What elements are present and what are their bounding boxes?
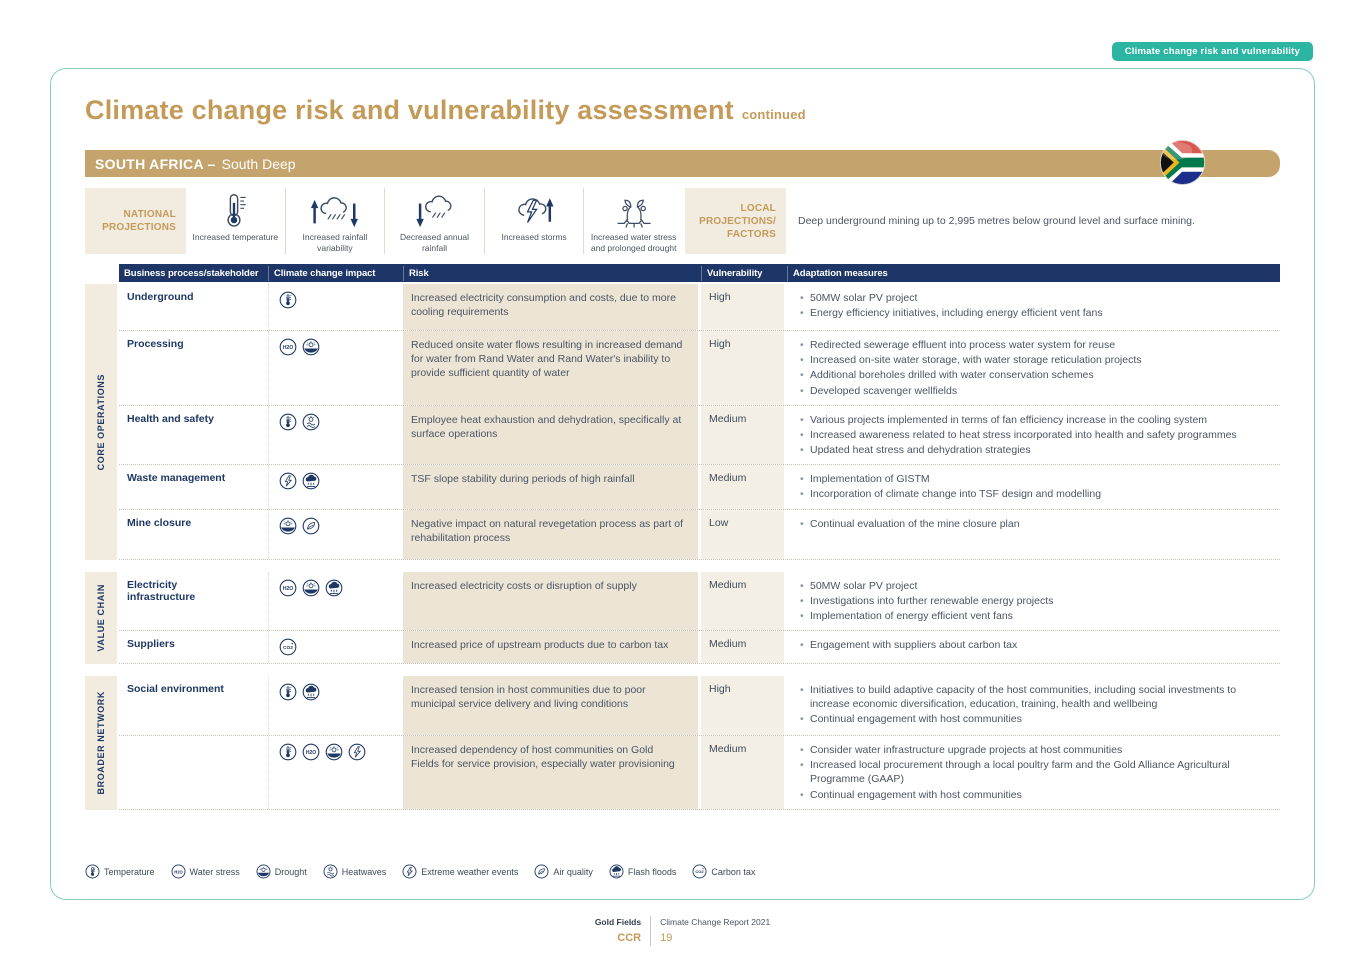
measure-item: • Increased on-site water storage, with water storage reticulation projects bbox=[799, 353, 1269, 367]
business-process: Processing bbox=[127, 338, 184, 350]
drought-icon bbox=[302, 579, 320, 597]
svg-text:H2O: H2O bbox=[282, 345, 294, 352]
group-label-core-operations: CORE OPERATIONS bbox=[85, 284, 117, 560]
measure-item: • Increased local procurement through a local poultry farm and the Gold Alliance Agricultural Programme (GAAP) bbox=[799, 758, 1269, 786]
risk-cell: Increased electricity consumption and costs, due to more cooling requirements bbox=[403, 284, 701, 330]
table-row bbox=[119, 465, 1280, 509]
measure-item: • Updated heat stress and dehydration strategies bbox=[799, 443, 1269, 457]
measure-list bbox=[799, 638, 1276, 652]
measure-item: • Increased awareness related to heat stress incorporated into health and safety programmes bbox=[799, 428, 1269, 442]
page-frame bbox=[50, 68, 1315, 900]
table-row bbox=[119, 406, 1280, 466]
heatwaves-icon bbox=[302, 413, 320, 431]
legend-item: H2O Water stress bbox=[171, 864, 240, 879]
table-header bbox=[119, 264, 1280, 282]
legend-item: Extreme weather events bbox=[402, 864, 518, 879]
footer-doc-code: CCR bbox=[617, 931, 642, 944]
page-footer bbox=[0, 916, 1365, 946]
table-row bbox=[119, 676, 1280, 736]
vulnerability-cell: Medium bbox=[701, 406, 787, 465]
projection-label: Increased water stress and prolonged drought bbox=[590, 232, 677, 253]
header-climate-impact: Climate change impact bbox=[268, 266, 403, 281]
footer-report-title: Climate Change Report 2021 bbox=[660, 917, 771, 927]
measure-list bbox=[799, 579, 1276, 624]
drought-icon bbox=[279, 517, 297, 535]
measure-list bbox=[799, 291, 1276, 320]
impact-icons bbox=[268, 510, 403, 559]
region-banner bbox=[85, 150, 1280, 177]
measure-list bbox=[799, 683, 1276, 727]
temperature-icon bbox=[279, 413, 297, 431]
extreme-weather-icon bbox=[348, 743, 366, 761]
projection-item bbox=[186, 188, 286, 254]
vulnerability-cell: High bbox=[701, 284, 787, 330]
svg-text:CO2: CO2 bbox=[695, 869, 705, 875]
risk-cell: Increased tension in host communities due to poor municipal service delivery and living conditions bbox=[403, 676, 701, 735]
legend-item: Heatwaves bbox=[323, 864, 387, 879]
flash-floods-icon bbox=[609, 864, 624, 879]
projection-label: Increased rainfall variability bbox=[302, 232, 368, 253]
business-process: Suppliers bbox=[127, 638, 175, 651]
table-row bbox=[119, 284, 1280, 331]
drought-icon bbox=[325, 743, 343, 761]
risk-cell: Negative impact on natural revegetation process as part of rehabilitation process bbox=[403, 510, 701, 559]
measure-item: • 50MW solar PV project bbox=[799, 291, 1269, 305]
carbon-tax-icon bbox=[692, 864, 707, 879]
water-stress-drought-icon bbox=[611, 190, 657, 230]
vulnerability-cell: High bbox=[701, 676, 787, 735]
svg-text:H2O: H2O bbox=[173, 869, 183, 875]
vulnerability-cell: Medium bbox=[701, 465, 787, 508]
projection-label: Increased temperature bbox=[192, 232, 279, 242]
projection-label: Decreased annual rainfall bbox=[399, 232, 469, 253]
decreased-rainfall-icon bbox=[411, 190, 457, 230]
measure-list bbox=[799, 517, 1276, 531]
business-process: Health and safety bbox=[127, 412, 214, 425]
group-label-value-chain: VALUE CHAIN bbox=[85, 572, 117, 665]
measure-item: • Engagement with suppliers about carbon tax bbox=[799, 638, 1269, 652]
risk-cell: TSF slope stability during periods of high rainfall bbox=[403, 465, 701, 508]
measure-list bbox=[799, 338, 1276, 398]
projection-item bbox=[485, 188, 585, 254]
adaptation-cell bbox=[787, 572, 1280, 631]
risk-cell: Increased dependency of host communities on Gold Fields for service provision, especially water provisioning bbox=[403, 736, 701, 809]
page-title bbox=[85, 95, 1280, 126]
site-name: South Deep bbox=[221, 155, 296, 172]
legend-item: Flash floods bbox=[609, 864, 677, 879]
impact-icons bbox=[268, 284, 403, 330]
vulnerability-cell: Low bbox=[701, 510, 787, 559]
adaptation-cell bbox=[787, 465, 1280, 508]
page-title-continued: continued bbox=[741, 107, 806, 122]
measure-item: • Various projects implemented in terms of fan efficiency increase in the cooling system bbox=[799, 413, 1269, 427]
measure-list bbox=[799, 472, 1276, 501]
impact-icons bbox=[268, 676, 403, 735]
flash-floods-icon bbox=[302, 683, 320, 701]
risk-cell: Increased price of upstream products due to carbon tax bbox=[403, 631, 701, 663]
adaptation-cell bbox=[787, 331, 1280, 405]
measure-item: • Continual engagement with host communities bbox=[799, 712, 1269, 726]
table-section-value-chain bbox=[85, 572, 1280, 665]
measure-item: • Consider water infrastructure upgrade projects at host communities bbox=[799, 743, 1269, 757]
region-name: SOUTH AFRICA – bbox=[95, 155, 216, 172]
table-section-core-operations bbox=[85, 284, 1280, 560]
header-risk: Risk bbox=[403, 266, 701, 281]
water-stress-icon bbox=[279, 338, 297, 356]
impact-icons bbox=[268, 331, 403, 405]
vulnerability-cell: Medium bbox=[701, 572, 787, 631]
flash-floods-icon bbox=[325, 579, 343, 597]
table-row bbox=[119, 736, 1280, 810]
temperature-icon bbox=[279, 743, 297, 761]
measure-item: • Initiatives to build adaptive capacity of the host communities, including social investments to increase economic diversification, education, training, health and wellbeing bbox=[799, 683, 1269, 711]
group-label-broader-network: BROADER NETWORK bbox=[85, 676, 117, 810]
legend-item: CO2 Carbon tax bbox=[692, 864, 755, 879]
national-projections-icons bbox=[186, 188, 683, 254]
local-projections-text: Deep underground mining up to 2,995 metres below ground level and surface mining. bbox=[798, 215, 1195, 227]
extreme-weather-icon bbox=[402, 864, 417, 879]
impact-icons bbox=[268, 631, 403, 663]
projections-strip bbox=[85, 188, 1280, 254]
legend-item: Temperature bbox=[85, 864, 155, 879]
thermometer-icon bbox=[215, 190, 255, 230]
adaptation-cell bbox=[787, 510, 1280, 559]
carbon-tax-icon bbox=[279, 638, 297, 656]
business-process: Electricity infrastructure bbox=[127, 578, 196, 603]
measure-item: • Developed scavenger wellfields bbox=[799, 384, 1269, 398]
legend-item: Drought bbox=[256, 864, 307, 879]
projection-item bbox=[385, 188, 485, 254]
impact-icon-legend bbox=[85, 860, 1280, 885]
projection-item bbox=[584, 188, 683, 254]
measure-item: • Implementation of energy efficient vent fans bbox=[799, 609, 1269, 623]
measure-list bbox=[799, 743, 1276, 802]
measure-item: • 50MW solar PV project bbox=[799, 579, 1269, 593]
risk-table bbox=[85, 264, 1280, 822]
business-process: Social environment bbox=[127, 683, 224, 696]
heatwaves-icon bbox=[323, 864, 338, 879]
extreme-weather-icon bbox=[279, 472, 297, 490]
water-stress-icon bbox=[279, 579, 297, 597]
measure-item: • Continual evaluation of the mine closure plan bbox=[799, 517, 1269, 531]
storms-icon bbox=[511, 190, 557, 230]
water-stress-icon bbox=[171, 864, 186, 879]
measure-item: • Redirected sewerage effluent into process water system for reuse bbox=[799, 338, 1269, 352]
temperature-icon bbox=[279, 683, 297, 701]
local-projections-label: LOCAL PROJECTIONS/ FACTORS bbox=[685, 188, 786, 254]
temperature-icon bbox=[85, 864, 100, 879]
adaptation-cell bbox=[787, 406, 1280, 465]
adaptation-cell bbox=[787, 736, 1280, 809]
air-quality-icon bbox=[302, 517, 320, 535]
footer-brand: Gold Fields bbox=[594, 917, 642, 927]
measure-item: • Investigations into further renewable energy projects bbox=[799, 594, 1269, 608]
measure-item: • Implementation of GISTM bbox=[799, 472, 1269, 486]
risk-cell: Reduced onsite water flows resulting in increased demand for water from Rand Water and Rand Water's inability to provide sufficient quantity of water bbox=[403, 331, 701, 405]
drought-icon bbox=[256, 864, 271, 879]
svg-text:CO2: CO2 bbox=[283, 646, 293, 652]
business-process: Mine closure bbox=[127, 516, 192, 529]
measure-item: • Incorporation of climate change into TSF design and modelling bbox=[799, 487, 1269, 501]
flash-floods-icon bbox=[302, 472, 320, 490]
water-stress-icon bbox=[302, 743, 320, 761]
business-process: Underground bbox=[127, 291, 194, 303]
table-row bbox=[119, 510, 1280, 560]
svg-text:H2O: H2O bbox=[282, 585, 294, 592]
legend-item: Air quality bbox=[534, 864, 593, 879]
risk-cell: Increased electricity costs or disruption of supply bbox=[403, 572, 701, 631]
table-row bbox=[119, 631, 1280, 664]
adaptation-cell bbox=[787, 676, 1280, 735]
table-section-broader-network bbox=[85, 676, 1280, 810]
adaptation-cell bbox=[787, 284, 1280, 330]
projection-item bbox=[286, 188, 386, 254]
south-africa-flag-icon bbox=[1159, 139, 1206, 186]
table-row bbox=[119, 572, 1280, 632]
impact-icons bbox=[268, 572, 403, 631]
business-process bbox=[119, 736, 268, 809]
vulnerability-cell: Medium bbox=[701, 631, 787, 663]
header-vulnerability: Vulnerability bbox=[701, 266, 787, 281]
measure-item: • Energy efficiency initiatives, including energy efficient vent fans bbox=[799, 306, 1269, 320]
risk-cell: Employee heat exhaustion and dehydration, specifically at surface operations bbox=[403, 406, 701, 465]
page-title-text: Climate change risk and vulnerability assessment bbox=[85, 95, 734, 125]
rainfall-variability-icon bbox=[308, 190, 361, 230]
footer-page-number: 19 bbox=[660, 931, 673, 944]
impact-icons bbox=[268, 736, 403, 809]
measure-item: • Continual engagement with host communities bbox=[799, 788, 1269, 802]
impact-icons bbox=[268, 406, 403, 465]
projection-label: Increased storms bbox=[501, 232, 567, 242]
impact-icons bbox=[268, 465, 403, 508]
national-projections-label: NATIONAL PROJECTIONS bbox=[85, 188, 186, 254]
business-process: Waste management bbox=[127, 472, 226, 485]
adaptation-cell bbox=[787, 631, 1280, 663]
drought-icon bbox=[302, 338, 320, 356]
temperature-icon bbox=[279, 291, 297, 309]
vulnerability-cell: High bbox=[701, 331, 787, 405]
section-tab-badge[interactable]: Climate change risk and vulnerability bbox=[1112, 42, 1313, 61]
air-quality-icon bbox=[534, 864, 549, 879]
header-business-process: Business process/stakeholder bbox=[124, 267, 259, 279]
measure-item: • Additional boreholes drilled with water conservation schemes bbox=[799, 368, 1269, 382]
measure-list bbox=[799, 413, 1276, 458]
svg-text:H2O: H2O bbox=[305, 750, 317, 757]
table-row bbox=[119, 331, 1280, 406]
header-adaptation: Adaptation measures bbox=[787, 266, 1280, 281]
vulnerability-cell: Medium bbox=[701, 736, 787, 809]
